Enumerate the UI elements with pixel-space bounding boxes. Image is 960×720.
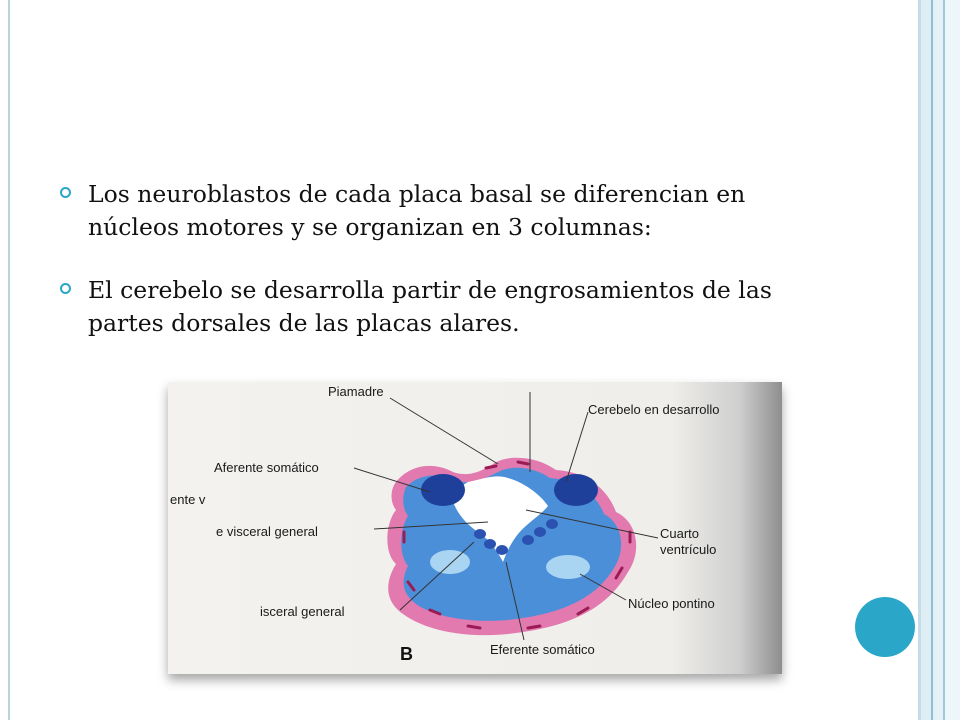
label-nucleo: Núcleo pontino bbox=[628, 596, 715, 611]
bullet-circle-icon bbox=[60, 283, 71, 294]
label-visceral-general-top: e visceral general bbox=[216, 524, 318, 539]
bullet-item bbox=[60, 178, 840, 244]
neural-tube-diagram bbox=[168, 382, 782, 674]
left-frame-line bbox=[8, 0, 10, 720]
cerebellum-right bbox=[554, 474, 598, 506]
label-ventriculo: ventrículo bbox=[660, 542, 717, 557]
bullet-text: El cerebelo se desarrolla partir de engrosamientos de las partes dorsales de las placas alares. bbox=[88, 276, 772, 337]
bullet-circle-icon bbox=[60, 187, 71, 198]
label-aferente-somatico: Aferente somático bbox=[214, 460, 319, 475]
label-aferente-v: ente v bbox=[170, 492, 206, 507]
bullet-item bbox=[60, 274, 840, 340]
label-piamadre: Piamadre bbox=[328, 384, 384, 399]
label-cuarto: Cuarto bbox=[660, 526, 700, 541]
decorative-circle bbox=[855, 597, 915, 657]
right-decorative-band bbox=[921, 0, 960, 720]
panel-letter: B bbox=[400, 644, 413, 664]
cerebellum-left bbox=[421, 474, 465, 506]
label-eferente: Eferente somático bbox=[490, 642, 595, 657]
embryology-figure bbox=[168, 382, 782, 674]
bullet-text: Los neuroblastos de cada placa basal se diferencian en núcleos motores y se organizan en 3 columnas: bbox=[88, 180, 746, 241]
bullet-list bbox=[60, 178, 840, 370]
label-visceral-general-bottom: isceral general bbox=[260, 604, 345, 619]
label-cerebelo: Cerebelo en desarrollo bbox=[588, 402, 720, 417]
nucleus-left bbox=[430, 550, 470, 574]
